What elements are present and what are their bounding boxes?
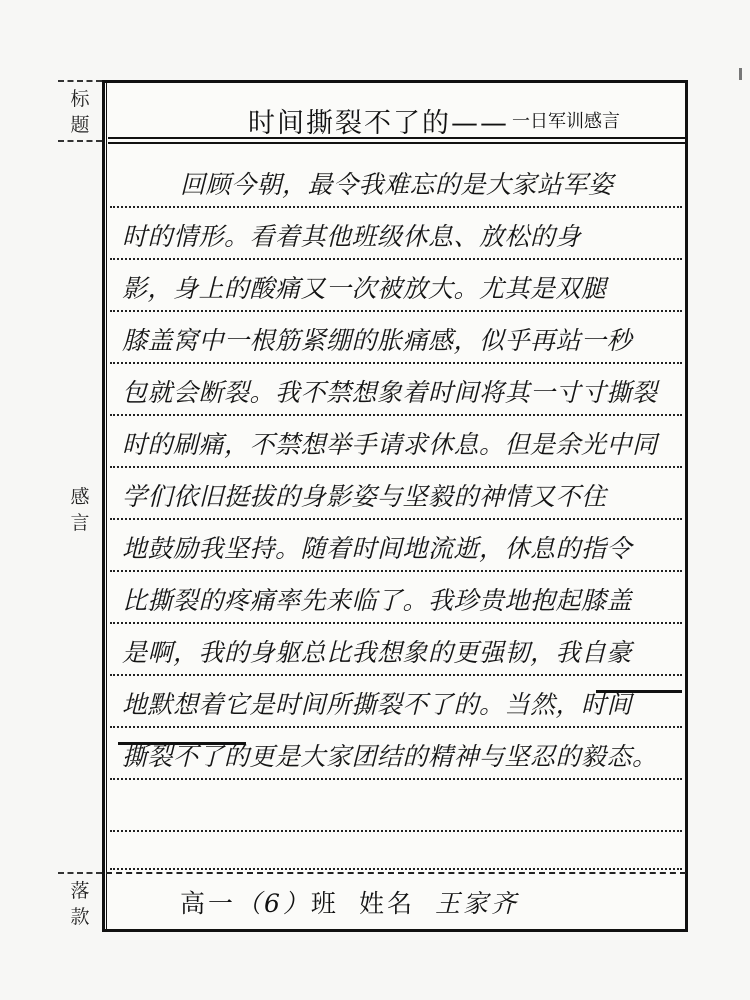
strike-correction-1 bbox=[596, 690, 682, 693]
student-name: 王家齐 bbox=[434, 889, 519, 918]
signature-divider bbox=[106, 872, 686, 874]
body-line bbox=[110, 264, 682, 312]
body-label-char-2: 言 bbox=[70, 512, 90, 534]
body-line-blank bbox=[110, 822, 682, 870]
title-dash: —— bbox=[451, 108, 509, 139]
body-margin-label bbox=[60, 484, 100, 536]
name-label: 姓名 bbox=[358, 889, 415, 918]
class-label: 班 bbox=[310, 889, 339, 918]
body-line bbox=[110, 524, 682, 572]
title-main bbox=[248, 101, 509, 140]
signature-line bbox=[180, 884, 519, 920]
title-rule-2 bbox=[108, 142, 686, 144]
title-rule-1 bbox=[108, 137, 686, 139]
body-line bbox=[110, 420, 682, 468]
title-subtitle: 一日军训感言 bbox=[512, 111, 620, 132]
body-line-text-3: 影，身上的酸痛又一次被放大。尤其是双腿 bbox=[122, 274, 607, 303]
body-line-text-6: 时的刷痛，不禁想举手请求休息。但是余光中同 bbox=[122, 430, 658, 459]
body-line-text-10: 是啊，我的身躯总比我想象的更强韧，我自豪 bbox=[122, 638, 633, 667]
body-line-text-9: 比撕裂的疼痛率先来临了。我珍贵地抱起膝盖 bbox=[122, 586, 633, 615]
title-main-text: 时间撕裂不了的 bbox=[248, 108, 451, 139]
strike-correction-2 bbox=[118, 742, 246, 745]
body-line-text-7: 学们依旧挺拔的身影姿与坚毅的神情又不住 bbox=[122, 482, 607, 511]
body-line bbox=[110, 368, 682, 416]
body-line-text-1: 回顾今朝，最令我难忘的是大家站军姿 bbox=[180, 170, 614, 199]
body-line bbox=[110, 732, 682, 780]
body-line bbox=[110, 576, 682, 624]
class-number: （6） bbox=[236, 889, 311, 918]
title-label-char-2: 题 bbox=[70, 114, 90, 136]
margin-divider-sign bbox=[58, 872, 102, 874]
body-line-text-8: 地鼓励我坚持。随着时间地流逝，休息的指令 bbox=[122, 534, 633, 563]
body-label-char-1: 感 bbox=[70, 486, 90, 508]
margin-divider-top bbox=[58, 80, 102, 82]
body-line bbox=[110, 628, 682, 676]
body-line-text-5: 包就会断裂。我不禁想象着时间将其一寸寸撕裂 bbox=[122, 378, 658, 407]
body-line bbox=[110, 680, 682, 728]
margin-divider-title bbox=[58, 140, 102, 142]
sign-margin-label bbox=[60, 878, 100, 930]
body-line bbox=[110, 212, 682, 260]
title-label-char-1: 标 bbox=[70, 88, 90, 110]
frame-inner-rule bbox=[106, 80, 107, 932]
paper-edge-mark bbox=[739, 68, 742, 80]
sign-label-char-2: 款 bbox=[70, 906, 90, 928]
body-line-text-4: 膝盖窝中一根筋紧绷的胀痛感，似乎再站一秒 bbox=[122, 326, 633, 355]
body-line-text-2: 时的情形。看着其他班级休息、放松的身 bbox=[122, 222, 582, 251]
body-line bbox=[110, 472, 682, 520]
body-line bbox=[110, 160, 682, 208]
body-line-text-11: 地默想着它是时间所撕裂不了的。当然，时间 bbox=[122, 690, 633, 719]
essay-title bbox=[112, 97, 682, 137]
title-margin-label bbox=[60, 86, 100, 138]
body-line bbox=[110, 316, 682, 364]
body-line-text-12: 撕裂不了的更是大家团结的精神与坚忍的毅态。 bbox=[122, 742, 658, 771]
sign-label-char-1: 落 bbox=[70, 880, 90, 902]
grade-text: 高一 bbox=[180, 889, 237, 918]
